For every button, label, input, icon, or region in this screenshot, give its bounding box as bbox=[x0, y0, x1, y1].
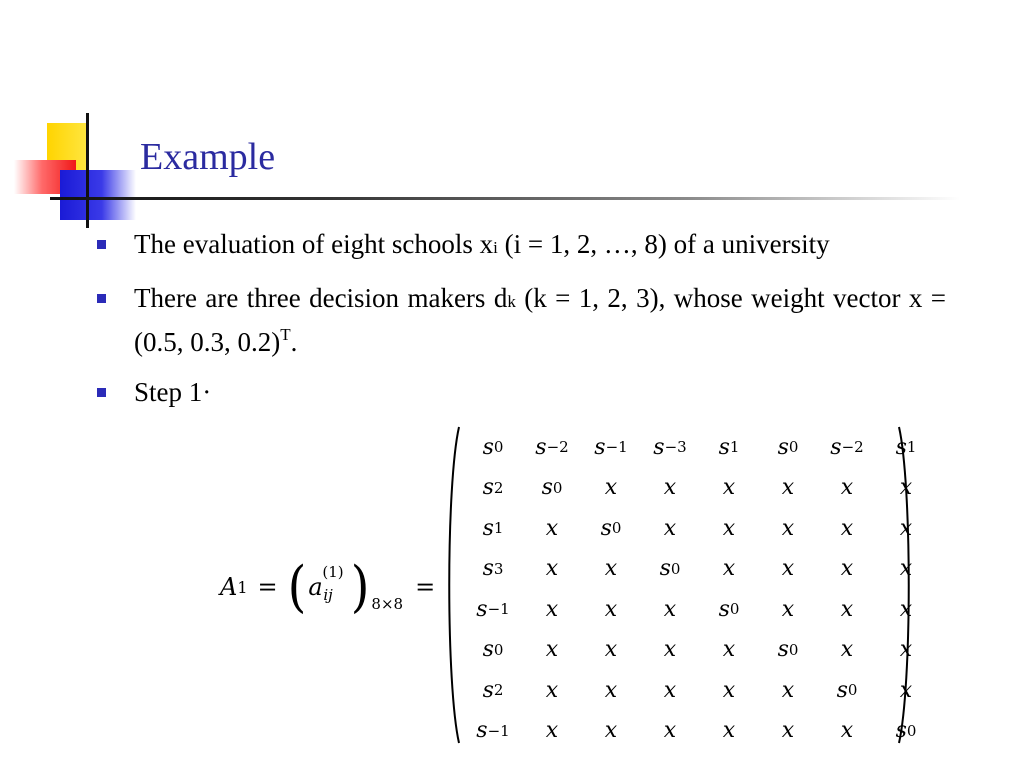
matrix-cell-symbol: x bbox=[781, 677, 795, 703]
bullet-superscript: T bbox=[280, 325, 291, 344]
matrix-cell-symbol: s bbox=[895, 718, 907, 744]
bullet-item-step bbox=[96, 372, 946, 412]
matrix-cell-subscript: 0 bbox=[847, 681, 858, 700]
matrix-cell bbox=[584, 630, 638, 671]
matrix-cell-symbol: x bbox=[604, 475, 618, 501]
matrix-cell-symbol: x bbox=[663, 637, 677, 663]
matrix-cell bbox=[466, 589, 520, 630]
matrix-grid bbox=[466, 427, 933, 751]
matrix-cell bbox=[761, 468, 815, 509]
matrix-cell-symbol: x bbox=[722, 475, 736, 501]
matrix-cell-symbol: x bbox=[899, 637, 913, 663]
matrix-cell-subscript: 2 bbox=[493, 681, 504, 700]
matrix-cell-symbol: s bbox=[482, 515, 494, 541]
matrix-cell-subscript: 0 bbox=[729, 600, 740, 619]
matrix-cell bbox=[761, 630, 815, 671]
matrix-cell-symbol: x bbox=[781, 515, 795, 541]
matrix-cell-symbol: x bbox=[604, 556, 618, 582]
matrix-cell-subscript: −2 bbox=[841, 438, 864, 457]
matrix-cell bbox=[820, 589, 874, 630]
matrix-cell bbox=[525, 468, 579, 509]
matrix-cell bbox=[584, 468, 638, 509]
element-letter: a bbox=[308, 573, 323, 601]
bullet-list bbox=[96, 224, 946, 412]
matrix-cell bbox=[584, 589, 638, 630]
matrix-cell-subscript: −1 bbox=[605, 438, 628, 457]
matrix-cell-symbol: s bbox=[718, 434, 730, 460]
matrix-cell-symbol: x bbox=[663, 515, 677, 541]
matrix-cell-symbol: s bbox=[600, 515, 612, 541]
matrix-dimension: 8×8 bbox=[371, 595, 404, 613]
matrix-cell-symbol: x bbox=[722, 637, 736, 663]
matrix-cell-symbol: s bbox=[535, 434, 547, 460]
matrix-cell-symbol: s bbox=[718, 596, 730, 622]
matrix-cell-subscript: 0 bbox=[906, 721, 917, 740]
element-subscript: ij bbox=[323, 586, 333, 604]
matrix-cell bbox=[761, 549, 815, 590]
matrix-cell-symbol: s bbox=[482, 677, 494, 703]
bullet-text: Step 1· bbox=[134, 377, 212, 407]
matrix-cell-symbol: x bbox=[840, 596, 854, 622]
matrix-cell-symbol: x bbox=[899, 677, 913, 703]
matrix-cell bbox=[466, 427, 520, 468]
matrix-cell bbox=[820, 630, 874, 671]
close-paren: ) bbox=[350, 554, 370, 620]
matrix-cell bbox=[702, 427, 756, 468]
matrix-cell bbox=[584, 711, 638, 752]
matrix-cell-symbol: s bbox=[659, 556, 671, 582]
matrix-cell bbox=[584, 427, 638, 468]
matrix-cell-subscript: 0 bbox=[670, 559, 681, 578]
matrix-cell-symbol: x bbox=[663, 718, 677, 744]
matrix-cell-subscript: −1 bbox=[487, 600, 510, 619]
matrix-cell bbox=[466, 711, 520, 752]
matrix-cell-subscript: 2 bbox=[493, 478, 504, 497]
matrix-cell bbox=[643, 589, 697, 630]
matrix-cell-symbol: x bbox=[899, 515, 913, 541]
matrix-cell-symbol: x bbox=[840, 515, 854, 541]
equation-lhs bbox=[220, 554, 436, 620]
matrix-cell-symbol: s bbox=[476, 596, 488, 622]
bullet-text: There are three decision makers d bbox=[134, 283, 508, 313]
matrix-cell bbox=[466, 508, 520, 549]
matrix-cell bbox=[466, 468, 520, 509]
matrix-cell-symbol: x bbox=[722, 718, 736, 744]
bullet-text: (i = 1, 2, …, 8) of a university bbox=[497, 229, 830, 259]
matrix-cell-symbol: x bbox=[545, 556, 559, 582]
matrix-cell bbox=[584, 670, 638, 711]
matrix-cell-subscript: −2 bbox=[546, 438, 569, 457]
matrix-cell bbox=[820, 508, 874, 549]
matrix-cell bbox=[466, 670, 520, 711]
matrix-cell-symbol: x bbox=[545, 718, 559, 744]
matrix-cell bbox=[820, 711, 874, 752]
matrix-cell-symbol: x bbox=[781, 718, 795, 744]
matrix-cell-symbol: x bbox=[722, 515, 736, 541]
matrix-cell-symbol: x bbox=[840, 475, 854, 501]
matrix-cell-symbol: x bbox=[545, 677, 559, 703]
matrix-cell bbox=[761, 670, 815, 711]
bullet-item-decision-makers bbox=[96, 278, 946, 362]
logo-vertical-line bbox=[86, 113, 89, 228]
matrix-cell-symbol: s bbox=[541, 475, 553, 501]
matrix-cell bbox=[525, 630, 579, 671]
matrix-cell-subscript: 1 bbox=[493, 519, 504, 538]
matrix-cell-symbol: s bbox=[482, 556, 494, 582]
matrix-cell bbox=[525, 670, 579, 711]
matrix-symbol: A bbox=[220, 573, 238, 601]
matrix-cell-symbol: x bbox=[663, 475, 677, 501]
matrix-cell-subscript: 0 bbox=[493, 438, 504, 457]
matrix-cell bbox=[643, 670, 697, 711]
matrix-cell bbox=[525, 508, 579, 549]
matrix-cell bbox=[643, 468, 697, 509]
matrix-cell-symbol: x bbox=[604, 718, 618, 744]
matrix-cell-symbol: x bbox=[604, 677, 618, 703]
matrix-cell-symbol: x bbox=[545, 637, 559, 663]
matrix-cell-symbol: s bbox=[482, 475, 494, 501]
matrix-cell bbox=[466, 549, 520, 590]
matrix-left-paren bbox=[444, 425, 462, 745]
matrix-cell-symbol: s bbox=[594, 434, 606, 460]
matrix-cell-symbol: x bbox=[899, 475, 913, 501]
logo-blue-square bbox=[60, 170, 136, 220]
bullet-subscript: k bbox=[507, 292, 516, 311]
matrix-cell-subscript: 0 bbox=[552, 478, 563, 497]
matrix-cell bbox=[702, 589, 756, 630]
bullet-subscript: i bbox=[493, 238, 498, 257]
matrix-cell-symbol: x bbox=[722, 556, 736, 582]
matrix-cell bbox=[466, 630, 520, 671]
matrix-cell bbox=[761, 427, 815, 468]
matrix-cell-subscript: 0 bbox=[611, 519, 622, 538]
bullet-item-schools bbox=[96, 224, 946, 268]
open-paren: ( bbox=[287, 554, 307, 620]
matrix-cell-symbol: x bbox=[899, 596, 913, 622]
bullet-text: . bbox=[290, 327, 298, 357]
title-underline bbox=[50, 197, 960, 200]
matrix-cell bbox=[761, 711, 815, 752]
matrix-cell bbox=[761, 508, 815, 549]
matrix-cell-subscript: 1 bbox=[906, 438, 917, 457]
matrix-cell-symbol: x bbox=[840, 637, 854, 663]
matrix-right-paren bbox=[896, 425, 914, 745]
slide-title: Example bbox=[140, 136, 276, 178]
equals-sign: = bbox=[257, 573, 278, 601]
matrix-cell-subscript: 3 bbox=[493, 559, 504, 578]
matrix-cell bbox=[702, 549, 756, 590]
matrix-cell bbox=[702, 630, 756, 671]
matrix-cell-symbol: x bbox=[781, 475, 795, 501]
element-symbol bbox=[308, 563, 350, 604]
matrix-cell-symbol: s bbox=[777, 637, 789, 663]
matrix-cell-subscript: 1 bbox=[729, 438, 740, 457]
matrix-cell-symbol: s bbox=[476, 718, 488, 744]
square-bullet-icon bbox=[97, 388, 106, 397]
matrix-cell bbox=[702, 670, 756, 711]
equals-sign: = bbox=[415, 573, 436, 601]
matrix-cell bbox=[702, 508, 756, 549]
matrix-cell bbox=[702, 468, 756, 509]
matrix-cell bbox=[820, 670, 874, 711]
matrix-cell-symbol: s bbox=[836, 677, 848, 703]
matrix-cell bbox=[584, 549, 638, 590]
square-bullet-icon bbox=[97, 294, 106, 303]
matrix-cell-subscript: 0 bbox=[788, 438, 799, 457]
matrix-cell-symbol: x bbox=[604, 596, 618, 622]
matrix-cell-symbol: x bbox=[840, 718, 854, 744]
matrix-cell bbox=[820, 549, 874, 590]
matrix-cell bbox=[761, 589, 815, 630]
matrix-cell bbox=[702, 711, 756, 752]
matrix-cell-symbol: s bbox=[830, 434, 842, 460]
matrix-cell bbox=[643, 711, 697, 752]
matrix-cell-symbol: s bbox=[653, 434, 665, 460]
matrix-cell-symbol: x bbox=[899, 556, 913, 582]
matrix-cell-symbol: s bbox=[777, 434, 789, 460]
matrix-equation bbox=[220, 425, 920, 750]
matrix-cell bbox=[643, 549, 697, 590]
matrix-cell-symbol: s bbox=[482, 637, 494, 663]
matrix-symbol-subscript: 1 bbox=[237, 577, 248, 597]
matrix-cell-subscript: 0 bbox=[493, 640, 504, 659]
matrix-cell-symbol: x bbox=[781, 556, 795, 582]
element-superscript: (1) bbox=[322, 563, 344, 581]
matrix-cell-symbol: x bbox=[663, 677, 677, 703]
matrix-cell bbox=[525, 427, 579, 468]
matrix-cell bbox=[584, 508, 638, 549]
matrix-cell-symbol: x bbox=[781, 596, 795, 622]
matrix-cell bbox=[525, 589, 579, 630]
matrix-cell bbox=[643, 508, 697, 549]
matrix-cell-symbol: x bbox=[545, 515, 559, 541]
matrix-cell-symbol: s bbox=[482, 434, 494, 460]
matrix-cell-symbol: x bbox=[722, 677, 736, 703]
matrix-cell bbox=[643, 427, 697, 468]
matrix-cell-symbol: x bbox=[840, 556, 854, 582]
matrix-cell-subscript: 0 bbox=[788, 640, 799, 659]
bullet-text: (k = 1, 2, 3), whose weight vector x = (0.5, 0.3, 0.2) bbox=[134, 283, 946, 357]
matrix-cell bbox=[820, 427, 874, 468]
matrix-cell bbox=[643, 630, 697, 671]
matrix-cell-symbol: x bbox=[604, 637, 618, 663]
matrix-cell bbox=[525, 711, 579, 752]
matrix-cell bbox=[525, 549, 579, 590]
matrix-cell-subscript: −3 bbox=[664, 438, 687, 457]
matrix-cell-symbol: x bbox=[545, 596, 559, 622]
matrix-cell bbox=[820, 468, 874, 509]
matrix-cell-symbol: s bbox=[895, 434, 907, 460]
bullet-text: The evaluation of eight schools x bbox=[134, 229, 494, 259]
matrix-cell-subscript: −1 bbox=[487, 721, 510, 740]
square-bullet-icon bbox=[97, 240, 106, 249]
matrix-cell-symbol: x bbox=[663, 596, 677, 622]
